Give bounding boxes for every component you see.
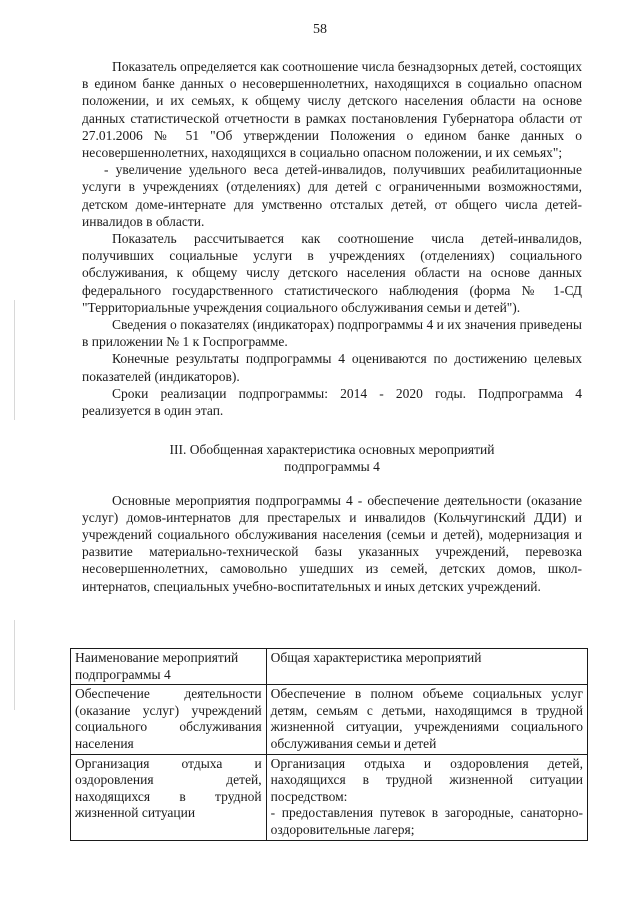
- cell-line: Обеспечение в полном объеме социальных услуг детям, семьям с детьми, находящимся в трудной жизненной ситуации, учреждениями социального обслуживания семьи и детей: [270, 686, 583, 751]
- table-row: [71, 685, 588, 754]
- section-heading: [82, 441, 582, 475]
- cell-line: Организация отдыха и оздоровления детей, находящихся в трудной жизненной ситуации посредством:: [270, 755, 583, 804]
- measures-table: [70, 648, 588, 841]
- scan-artifact-line: [14, 300, 15, 420]
- paragraph: Показатель определяется как соотношение числа безнадзорных детей, состоящих в едином банке данных о несовершеннолетних, находящихся в социально опасном положении, и их семьях, к общему числу детского населения области на основе данных статистической отчетности в рамках постановления Губернатора области от 27.01.2006 № 51 "Об утверждении Положения о едином банке данных о несовершеннолетних, находящихся в социально опасном положении, и их семьях";: [82, 59, 582, 161]
- scan-artifact-line: [14, 620, 15, 710]
- paragraph: - увеличение удельного веса детей-инвалидов, получивших реабилитационные услуги в учреждениях (отделениях) для детей с ограниченными возможностями, детском доме-интернате для умственно отсталых детей, от общего числа детей-инвалидов в области.: [82, 162, 582, 229]
- table-cell-name: Организация отдыха и оздоровления детей, находящихся в трудной жизненной ситуации: [71, 754, 267, 840]
- table-cell-name: Обеспечение деятельности (оказание услуг) учреждений социального обслуживания населения: [71, 685, 267, 754]
- paragraph: Показатель рассчитывается как соотношение числа детей-инвалидов, получивших социальные услуги в учреждениях (отделениях) социального обслуживания, к общему числу детского населения области на основе данных федерального государственного статистического наблюдения (форма № 1-СД "Территориальные учреждения социального обслуживания семьи и детей").: [82, 231, 582, 315]
- table-cell-description: [266, 754, 587, 840]
- table-header-cell: Общая характеристика мероприятий: [266, 649, 587, 685]
- paragraph: Сведения о показателях (индикаторах) подпрограммы 4 и их значения приведены в приложении № 1 к Госпрограмме.: [82, 317, 582, 350]
- cell-line: - предоставления путевок в загородные, санаторно-оздоровительные лагеря;: [270, 805, 583, 837]
- document-body: [82, 58, 582, 595]
- table-header-row: [71, 649, 588, 685]
- section-heading-line: подпрограммы 4: [284, 459, 380, 475]
- section-heading-line: III. Обобщенная характеристика основных мероприятий: [169, 442, 495, 458]
- page-number: 58: [313, 22, 327, 37]
- paragraph: Конечные результаты подпрограммы 4 оцениваются по достижению целевых показателей (индикаторов).: [82, 351, 582, 384]
- paragraph: Сроки реализации подпрограммы: 2014 - 2020 годы. Подпрограмма 4 реализуется в один этап.: [82, 385, 582, 419]
- table-cell-description: [266, 685, 587, 754]
- table-header-cell: Наименование мероприятий подпрограммы 4: [71, 649, 267, 685]
- section-paragraph: Основные мероприятия подпрограммы 4 - обеспечение деятельности (оказание услуг) домов-интернатов для престарелых и инвалидов (Кольчугинский ДДИ) и учреждений социального обслуживания населения (семьи и детей), модернизация и развитие материально-технической базы указанных учреждений, перевозка несовершеннолетних, самовольно ушедших из семей, детских домов, школ-интернатов, специальных учебно-воспитательных и иных детских учреждений.: [82, 492, 582, 594]
- table-row: [71, 754, 588, 840]
